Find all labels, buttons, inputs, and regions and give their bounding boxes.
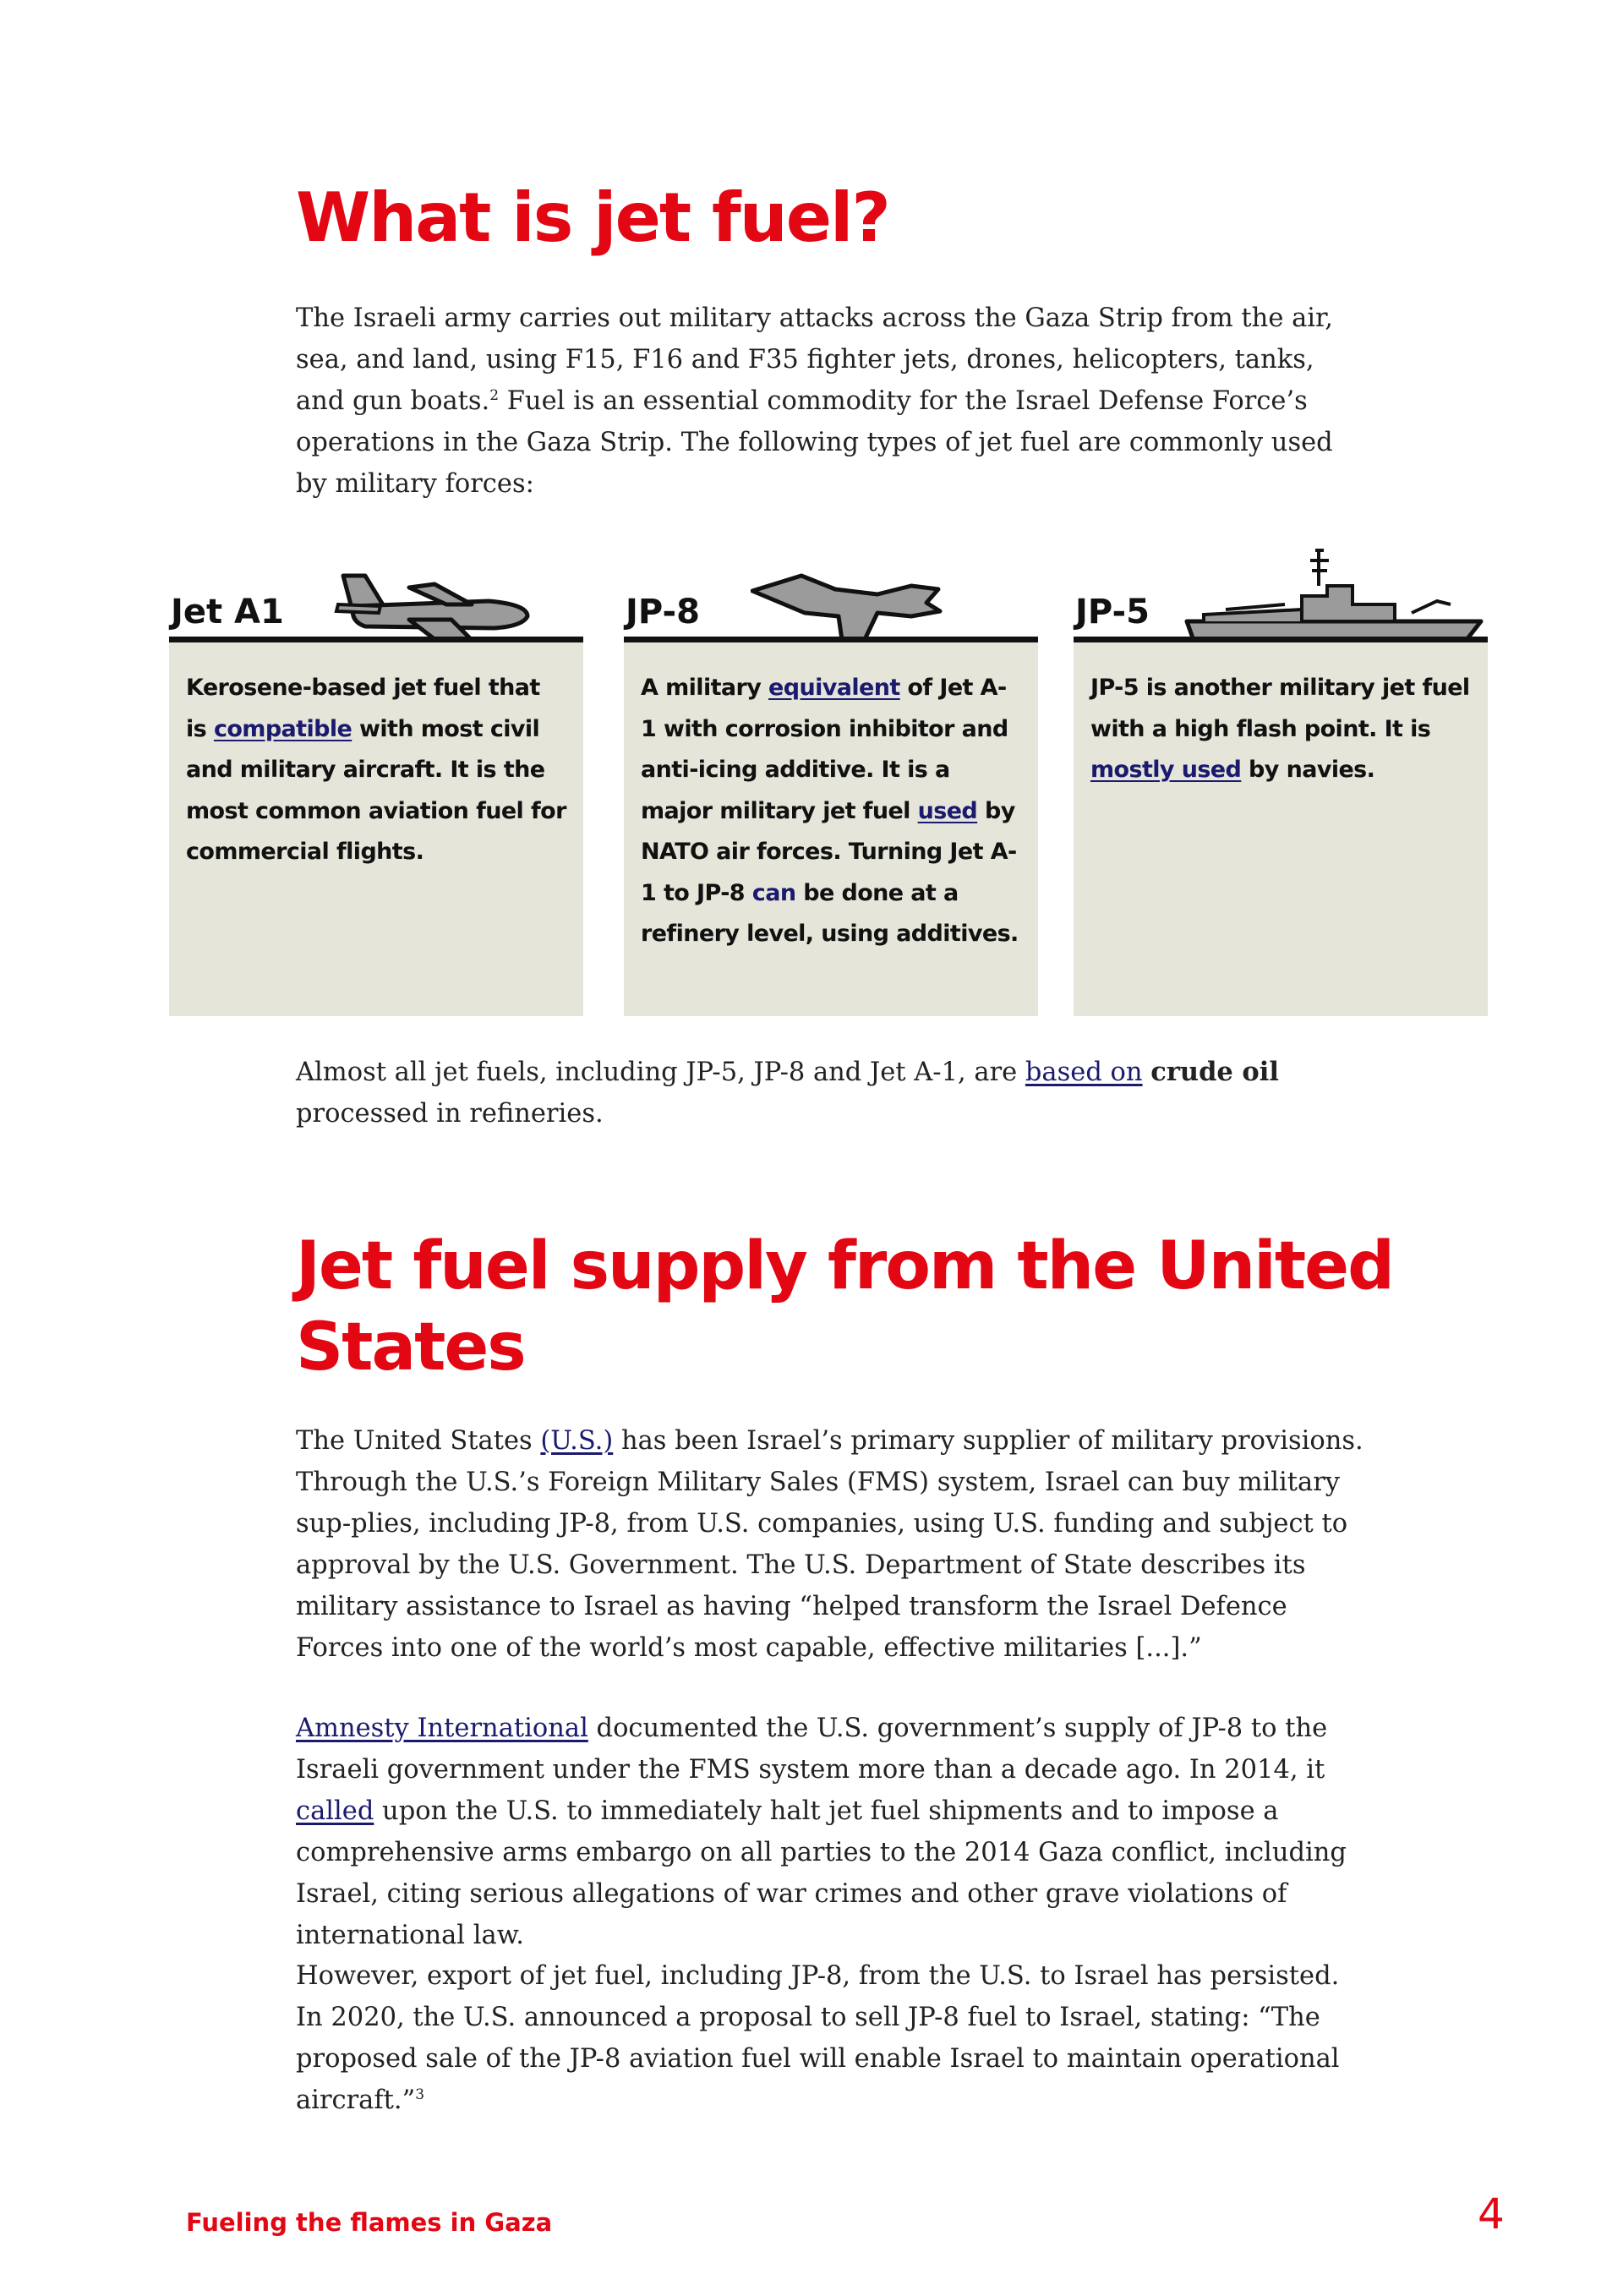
fuel-type-name: JP-5 xyxy=(1075,593,1150,631)
footer-title: Fueling the flames in Gaza xyxy=(186,2208,553,2237)
export-paragraph: However, export of jet fuel, including JP-8, from the U.S. to Israel has persisted. In 2020, the U.S. announced a proposal to sell JP-8 fuel to Israel, stating: “The proposed sale of the JP-8 aviation fuel will enable Israel to maintain operational aircraft.”$^3$ xyxy=(296,1961,1340,2115)
link-called[interactable]: called xyxy=(296,1796,374,1826)
amnesty-paragraph: Amnesty International documented the U.S. government’s supply of JP-8 to the Israeli government under the FMS system more than a decade ago. In 2014, it called upon the U.S. to immediately halt jet fuel shipments and to impose a comprehensive arms embargo on all parties to the 2014 Gaza conflict, including Israel, citing serious allegations of war crimes and other grave violations of international law. xyxy=(296,1714,1347,1950)
divider xyxy=(169,637,583,642)
divider xyxy=(624,637,1038,642)
link-equivalent[interactable]: equivalent xyxy=(768,675,900,701)
fuel-description-box: A military equivalent of Jet A-1 with corrosion inhibitor and anti-icing additive. It is a major military jet fuel used by NATO air forces. Turning Jet A-1 to JP-8 can be done at a refinery level, using additives. xyxy=(624,642,1038,1016)
page-number: 4 xyxy=(1478,2189,1505,2239)
link-compatible[interactable]: compatible xyxy=(213,715,352,742)
fuel-type-name: Jet A1 xyxy=(171,593,284,631)
link-can[interactable]: can xyxy=(751,879,796,906)
footnote-ref[interactable]: 3 xyxy=(415,2086,425,2103)
divider xyxy=(1074,637,1488,642)
fuel-description-box: Kerosene-based jet fuel that is compatible with most civil and military aircraft. It is the most common aviation fuel for commercial flights. xyxy=(169,642,583,1016)
outro-paragraph: Almost all jet fuels, including JP-5, JP-8 and Jet A-1, are based on crude oil processed in refineries. xyxy=(296,1057,1279,1129)
link-mostly-used[interactable]: mostly used xyxy=(1090,757,1242,783)
warship-icon xyxy=(1183,537,1488,642)
fuel-type-name: JP-8 xyxy=(626,593,700,631)
link-used[interactable]: used xyxy=(917,797,978,824)
airliner-icon xyxy=(328,571,531,643)
fuel-description-box: JP-5 is another military jet fuel with a high flash point. It is mostly used by navies. xyxy=(1074,642,1488,1016)
page-title: What is jet fuel? xyxy=(296,178,889,257)
link-us[interactable]: (U.S.) xyxy=(540,1426,614,1456)
footnote-ref[interactable]: 2 xyxy=(489,386,500,404)
us-supply-paragraph: The United States (U.S.) has been Israel’s primary supplier of military provisions. Through the U.S.’s Foreign Military Sales (FMS) system, Israel can buy military sup-plies, including JP-8, from U.S. companies, using U.S. funding and subject to approval by the U.S. Government. The U.S. Department of State describes its military assistance to Israel as having “helped transform the Israel Defence Forces into one of the world’s most capable, effective militaries [...].” xyxy=(296,1426,1363,1663)
link-based-on[interactable]: based on xyxy=(1025,1058,1143,1087)
intro-paragraph: The Israeli army carries out military attacks across the Gaza Strip from the air, sea, and land, using F15, F16 and F35 fighter jets, drones, helicopters, tanks, and gun boats.$^2$ Fuel is an essential commodity for the Israel Defense Force’s operations in the Gaza Strip. The following types of jet fuel are commonly used by military forces: xyxy=(296,303,1333,499)
link-amnesty-international[interactable]: Amnesty International xyxy=(296,1714,588,1743)
section-title: Jet fuel supply from the United States xyxy=(296,1228,1393,1386)
